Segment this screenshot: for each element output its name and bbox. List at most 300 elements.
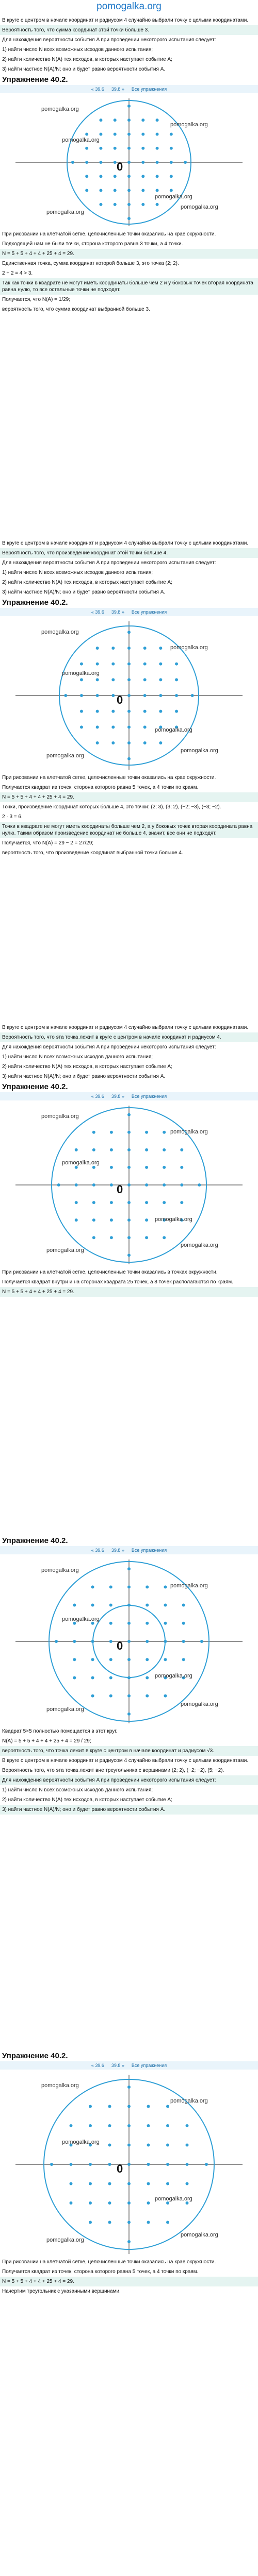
lattice-diagram <box>0 95 258 229</box>
lattice-point <box>89 2201 92 2205</box>
watermark: pomogalka.org <box>62 2139 100 2145</box>
lattice-point <box>99 189 102 192</box>
lattice-point <box>146 1604 149 1607</box>
lattice-point <box>163 1236 166 1239</box>
lattice-point <box>91 1694 94 1698</box>
lattice-point <box>127 678 131 681</box>
lattice-point <box>91 1676 94 1679</box>
lattice-point <box>114 132 117 135</box>
watermark: pomogalka.org <box>181 204 218 210</box>
lattice-point <box>164 1604 167 1607</box>
lattice-point <box>146 1585 149 1588</box>
paragraph: 3) найти частное N(A)/N; оно и будет равно вероятности события A. <box>2 66 166 72</box>
lattice-point <box>147 2201 150 2205</box>
lattice-point <box>89 2221 92 2224</box>
lattice-point <box>127 2240 131 2243</box>
lattice-point <box>57 1183 60 1187</box>
lattice-point <box>145 1218 148 1222</box>
lattice-point <box>147 2163 150 2166</box>
paragraph: Получается квадрат внутри и на сторонах квадрата 25 точек, а 8 точек располагаются по краям. <box>2 1279 233 1285</box>
lattice-point <box>127 694 131 697</box>
lattice-point <box>127 1236 131 1239</box>
exercise-block <box>0 15 258 314</box>
lattice-point <box>182 1622 185 1625</box>
exercise-nav <box>0 1546 258 1554</box>
lattice-point <box>156 175 159 178</box>
lattice-point <box>111 725 115 728</box>
lattice-point <box>80 710 83 713</box>
watermark: pomogalka.org <box>155 1216 192 1223</box>
all-exercises-link[interactable]: Все упражнения <box>131 1094 167 1099</box>
paragraph: Так как точки в квадрате не могут иметь координаты больше чем 2 и у боковых точек вторая координата равна нулю, то все остальные точки не подходят. <box>0 278 258 295</box>
exercise-nav <box>0 608 258 616</box>
lattice-point <box>70 2124 73 2127</box>
lattice-point <box>127 1131 131 1134</box>
exercise-title: Упражнение 40.2. <box>2 75 68 84</box>
lattice-point <box>127 710 131 713</box>
lattice-point <box>141 189 144 192</box>
paragraph: 1) найти число N всех возможных исходов данного испытания; <box>2 1787 153 1793</box>
origin-label: 0 <box>117 2162 123 2175</box>
lattice-point <box>109 1694 112 1698</box>
lattice-point <box>205 2163 208 2166</box>
lattice-point <box>141 118 144 122</box>
lattice-point <box>143 694 147 697</box>
watermark: pomogalka.org <box>170 2098 208 2104</box>
lattice-point <box>156 203 159 206</box>
lattice-point <box>127 647 131 650</box>
next-link[interactable]: 39.8 » <box>111 1094 124 1099</box>
lattice-point <box>156 147 159 150</box>
lattice-point <box>110 1148 113 1151</box>
lattice-point <box>141 203 144 206</box>
lattice-point <box>127 741 131 744</box>
all-exercises-link[interactable]: Все упражнения <box>131 1548 167 1553</box>
lattice-diagram <box>0 2072 258 2257</box>
lattice-point <box>99 203 102 206</box>
lattice-point <box>92 1148 95 1151</box>
exercise-block <box>0 1023 258 1297</box>
paragraph: 1) найти число N всех возможных исходов данного испытания; <box>2 570 153 575</box>
lattice-point <box>108 2144 111 2147</box>
lattice-point <box>127 2163 131 2166</box>
lattice-point <box>91 1658 94 1661</box>
lattice-point <box>156 161 159 164</box>
paragraph: При рисовании на клетчатой сетке, целочисленные точки оказались на крае окружности. <box>2 231 216 237</box>
lattice-point <box>170 161 173 164</box>
lattice-point <box>75 1218 78 1222</box>
lattice-point <box>92 1218 95 1222</box>
lattice-point <box>127 1694 131 1698</box>
paragraph: вероятность того, что точка лежит в круге с центром в начале координат и радиусом √3. <box>0 1746 258 1756</box>
lattice-point <box>186 2182 189 2185</box>
lattice-point <box>147 2105 150 2108</box>
paragraph: 2 · 3 = 6. <box>2 814 23 820</box>
lattice-point <box>127 725 131 728</box>
lattice-point <box>170 189 173 192</box>
lattice-point <box>127 1183 131 1187</box>
watermark: pomogalka.org <box>46 2237 84 2243</box>
paragraph: 1) найти число N всех возможных исходов данного испытания; <box>2 1054 153 1060</box>
paragraph: Получается, что N(A) = 1/29; <box>2 297 71 302</box>
lattice-point <box>92 1166 95 1169</box>
lattice-point <box>147 2124 150 2127</box>
lattice-point <box>146 1658 149 1661</box>
lattice-point <box>159 678 162 681</box>
lattice-point <box>108 2221 111 2224</box>
lattice-point <box>159 710 162 713</box>
lattice-point <box>127 189 131 192</box>
lattice-point <box>127 1640 131 1643</box>
paragraph: При рисовании на клетчатой сетке, целочисленные точки оказались на крае окружности. <box>2 775 216 781</box>
origin-label: 0 <box>117 693 123 706</box>
lattice-point <box>73 1658 76 1661</box>
lattice-point <box>96 663 99 666</box>
lattice-point <box>170 132 173 135</box>
next-link[interactable]: 39.8 » <box>111 87 124 92</box>
lattice-point <box>80 694 83 697</box>
lattice-point <box>186 2144 189 2147</box>
lattice-point <box>92 1131 95 1134</box>
lattice-point <box>110 1183 113 1187</box>
paragraph: Подходящей нам не были точки, сторона которого равна 3 точки, а 4 точки. <box>2 241 183 247</box>
watermark: pomogalka.org <box>170 1129 208 1135</box>
lattice-point <box>80 725 83 728</box>
origin-label: 0 <box>117 1639 123 1652</box>
lattice-point <box>127 1585 131 1588</box>
lattice-point <box>146 1676 149 1679</box>
lattice-point <box>182 1640 185 1643</box>
lattice-point <box>85 132 88 135</box>
lattice-point <box>108 2124 111 2127</box>
lattice-point <box>145 1166 148 1169</box>
lattice-point <box>184 161 187 164</box>
lattice-point <box>166 2182 169 2185</box>
lattice-point <box>166 2221 169 2224</box>
prev-link[interactable]: « 39.6 <box>91 1094 104 1099</box>
lattice-point <box>85 147 88 150</box>
paragraph: Для нахождения вероятности события A при проведении некоторого испытания следует: <box>0 1775 258 1785</box>
lattice-point <box>163 1166 166 1169</box>
lattice-point <box>127 2105 131 2108</box>
lattice-point <box>108 2201 111 2205</box>
lattice-point <box>147 2221 150 2224</box>
lattice-point <box>110 1131 113 1134</box>
paragraph: N = 5 + 5 + 4 + 4 + 25 + 4 = 29. <box>0 1287 258 1297</box>
next-link[interactable]: 39.8 » <box>111 2063 124 2068</box>
watermark: pomogalka.org <box>62 1160 100 1166</box>
lattice-point <box>96 647 99 650</box>
lattice-point <box>127 2182 131 2185</box>
lattice-point <box>96 725 99 728</box>
lattice-point <box>166 2105 169 2108</box>
lattice-point <box>96 741 99 744</box>
paragraph: Вероятность того, что сумма координат этой точки больше 3. <box>0 25 258 35</box>
exercise-block <box>0 538 258 858</box>
lattice-point <box>145 1131 148 1134</box>
prev-link[interactable]: « 39.6 <box>91 1548 104 1553</box>
lattice-point <box>127 2144 131 2147</box>
lattice-point <box>109 1622 112 1625</box>
lattice-point <box>73 1676 76 1679</box>
lattice-point <box>163 1201 166 1204</box>
lattice-point <box>111 741 115 744</box>
lattice-point <box>110 1201 113 1204</box>
lattice-point <box>127 118 131 122</box>
lattice-point <box>175 694 178 697</box>
lattice-point <box>114 147 117 150</box>
lattice-point <box>127 757 131 760</box>
lattice-point <box>170 175 173 178</box>
lattice-point <box>89 2105 92 2108</box>
lattice-point <box>75 1148 78 1151</box>
paragraph: Для нахождения вероятности события A при проведении некоторого испытания следует: <box>2 37 216 43</box>
lattice-point <box>198 1183 201 1187</box>
lattice-point <box>73 1604 76 1607</box>
lattice-point <box>127 2086 131 2089</box>
paragraph: В круге с центром в начале координат и радиусом 4 случайно выбрали точку с целыми координатами. <box>2 540 249 546</box>
lattice-point <box>89 2124 92 2127</box>
lattice-point <box>141 132 144 135</box>
paragraph: В круге с центром в начале координат и радиусом 4 случайно выбрали точку с целыми координатами. <box>2 18 249 23</box>
lattice-point <box>164 1640 167 1643</box>
lattice-point <box>111 678 115 681</box>
lattice-point <box>70 2182 73 2185</box>
paragraph: вероятность того, что произведение координат выбранной точки больше 4. <box>2 850 183 856</box>
lattice-point <box>182 1658 185 1661</box>
lattice-point <box>85 161 88 164</box>
lattice-point <box>145 1148 148 1151</box>
prev-link[interactable]: « 39.6 <box>91 87 104 92</box>
paragraph: вероятность того, что сумма координат выбранной больше 3. <box>2 307 150 312</box>
paragraph: N = 5 + 5 + 4 + 4 + 25 + 4 = 29. <box>0 249 258 259</box>
lattice-point <box>127 1676 131 1679</box>
exercise-title: Упражнение 40.2. <box>2 598 68 607</box>
lattice-point <box>127 1218 131 1222</box>
paragraph: N(A) = 5 + 5 + 4 + 4 + 25 + 4 = 29 / 29; <box>2 1738 91 1744</box>
lattice-point <box>200 1640 203 1643</box>
all-exercises-link[interactable]: Все упражнения <box>131 609 167 615</box>
paragraph: 1) найти число N всех возможных исходов данного испытания; <box>2 47 153 53</box>
lattice-point <box>163 1148 166 1151</box>
watermark: pomogalka.org <box>155 194 192 200</box>
exercise-nav <box>0 2061 258 2070</box>
paragraph: Единственная точка, сумма координат которой больше 3, это точка (2; 2). <box>2 261 179 266</box>
lattice-point <box>96 710 99 713</box>
lattice-point <box>127 1148 131 1151</box>
watermark: pomogalka.org <box>46 1247 84 1253</box>
paragraph: 3) найти частное N(A)/N; оно и будет равно вероятности события A. <box>0 1805 258 1815</box>
watermark: pomogalka.org <box>181 1242 218 1248</box>
lattice-point <box>159 694 162 697</box>
lattice-point <box>75 1166 78 1169</box>
lattice-point <box>180 1148 183 1151</box>
lattice-point <box>180 1201 183 1204</box>
lattice-diagram <box>0 1556 258 1726</box>
lattice-point <box>85 175 88 178</box>
lattice-point <box>164 1694 167 1698</box>
lattice-point <box>111 663 115 666</box>
lattice-point <box>71 161 74 164</box>
lattice-point <box>147 2182 150 2185</box>
exercise-nav <box>0 85 258 93</box>
watermark: pomogalka.org <box>41 629 79 635</box>
paragraph: Квадрат 5×5 полностью помещается в этот круг. <box>2 1728 118 1734</box>
paragraph: N = 5 + 5 + 4 + 4 + 25 + 4 = 29. <box>0 2277 258 2286</box>
lattice-point <box>143 663 147 666</box>
lattice-point <box>99 118 102 122</box>
lattice-point <box>108 2182 111 2185</box>
lattice-point <box>75 1183 78 1187</box>
lattice-point <box>70 2201 73 2205</box>
lattice-point <box>175 710 178 713</box>
origin-label: 0 <box>117 1183 123 1196</box>
paragraph: Для нахождения вероятности события A при проведении некоторого испытания следует: <box>2 560 216 566</box>
paragraph: При рисовании на клетчатой сетке, целочисленные точки оказались на крае окружности. <box>2 2259 216 2265</box>
watermark: pomogalka.org <box>62 1616 100 1622</box>
paragraph: Получается, что N(A) = 29 − 2 = 27/29; <box>2 840 94 846</box>
lattice-point <box>96 678 99 681</box>
lattice-point <box>91 1604 94 1607</box>
exercise-block <box>0 2050 258 2296</box>
lattice-point <box>175 663 178 666</box>
lattice-point <box>156 118 159 122</box>
lattice-point <box>164 1622 167 1625</box>
paragraph: Вероятность того, что произведение координат этой точки больше 4. <box>0 548 258 558</box>
lattice-point <box>127 147 131 150</box>
paragraph: N = 5 + 5 + 4 + 4 + 25 + 4 = 29. <box>0 792 258 802</box>
lattice-point <box>109 1585 112 1588</box>
lattice-point <box>191 694 194 697</box>
lattice-point <box>96 694 99 697</box>
lattice-point <box>164 1658 167 1661</box>
watermark: pomogalka.org <box>155 2196 192 2202</box>
lattice-point <box>80 663 83 666</box>
lattice-point <box>64 694 67 697</box>
watermark: pomogalka.org <box>41 2082 79 2089</box>
lattice-point <box>127 2201 131 2205</box>
paragraph: Вероятность того, что эта точка лежит вне треугольника с вершинами (2; 2), (−2; −2), (5; −2). <box>2 1768 224 1773</box>
watermark: pomogalka.org <box>46 209 84 215</box>
lattice-point <box>143 678 147 681</box>
lattice-point <box>114 203 117 206</box>
lattice-point <box>127 161 131 164</box>
lattice-point <box>145 1236 148 1239</box>
lattice-point <box>109 1640 112 1643</box>
watermark: pomogalka.org <box>41 1567 79 1573</box>
lattice-point <box>127 203 131 206</box>
prev-link[interactable]: « 39.6 <box>91 609 104 615</box>
watermark: pomogalka.org <box>155 727 192 733</box>
lattice-point <box>89 2182 92 2185</box>
lattice-point <box>91 1640 94 1643</box>
paragraph: Точки в квадрате не могут иметь координаты больше чем 2, а у боковых точек вторая координата равна нулю. Таким образом произведение координат не больше 4, значит, все они не подходят. <box>0 822 258 838</box>
lattice-point <box>166 2124 169 2127</box>
lattice-point <box>50 2163 53 2166</box>
all-exercises-link[interactable]: Все упражнения <box>131 87 167 92</box>
lattice-point <box>110 1236 113 1239</box>
watermark: pomogalka.org <box>181 1701 218 1707</box>
lattice-point <box>147 2144 150 2147</box>
lattice-point <box>186 2124 189 2127</box>
lattice-point <box>159 741 162 744</box>
exercise-title: Упражнение 40.2. <box>2 2052 68 2060</box>
paragraph: 2) найти количество N(A) тех исходов, в которых наступает событие A; <box>2 580 172 585</box>
lattice-point <box>175 678 178 681</box>
lattice-point <box>163 1131 166 1134</box>
all-exercises-link[interactable]: Все упражнения <box>131 2063 167 2068</box>
lattice-point <box>111 694 115 697</box>
paragraph: Получается квадрат из точек, сторона которого равна 5 точек, а 4 точки по краям. <box>2 2269 199 2275</box>
lattice-point <box>108 2163 111 2166</box>
watermark: pomogalka.org <box>170 645 208 651</box>
paragraph: Вероятность того, что эта точка лежит в круге с центром в начале координат и радиусом 4. <box>0 1032 258 1042</box>
lattice-point <box>109 1676 112 1679</box>
lattice-point <box>145 1183 148 1187</box>
watermark: pomogalka.org <box>46 753 84 759</box>
lattice-point <box>114 161 117 164</box>
prev-link[interactable]: « 39.6 <box>91 2063 104 2068</box>
lattice-point <box>92 1201 95 1204</box>
paragraph: 2 + 2 = 4 > 3. <box>2 270 33 276</box>
paragraph: В круге с центром в начале координат и радиусом 4 случайно выбрали точку с целыми координатами. <box>2 1758 249 1764</box>
lattice-point <box>99 161 102 164</box>
lattice-point <box>127 217 131 220</box>
lattice-point <box>127 2124 131 2127</box>
lattice-point <box>85 189 88 192</box>
lattice-point <box>127 1658 131 1661</box>
lattice-point <box>141 175 144 178</box>
lattice-point <box>127 631 131 634</box>
lattice-point <box>127 1113 131 1116</box>
lattice-point <box>127 105 131 108</box>
paragraph: В круге с центром в начале координат и радиусом 4 случайно выбрали точку с целыми координатами. <box>2 1025 249 1030</box>
paragraph: Начертим треугольник с указанными вершинами. <box>2 2289 121 2294</box>
exercise-block <box>0 1535 258 1815</box>
lattice-point <box>127 175 131 178</box>
lattice-point <box>89 2163 92 2166</box>
lattice-point <box>109 1604 112 1607</box>
lattice-point <box>141 161 144 164</box>
paragraph: При рисовании на клетчатой сетке, целочисленные точки оказались в точках окружности. <box>2 1269 218 1275</box>
lattice-point <box>110 1218 113 1222</box>
lattice-point <box>146 1622 149 1625</box>
lattice-point <box>143 741 147 744</box>
lattice-point <box>146 1640 149 1643</box>
lattice-point <box>166 2144 169 2147</box>
lattice-point <box>127 1713 131 1716</box>
paragraph: 3) найти частное N(A)/N; оно и будет равно вероятности события A. <box>2 1074 166 1079</box>
lattice-point <box>114 175 117 178</box>
lattice-point <box>143 647 147 650</box>
lattice-point <box>55 1640 58 1643</box>
site-logo[interactable]: pomogalka.org <box>96 1 162 12</box>
lattice-point <box>182 1604 185 1607</box>
lattice-point <box>70 2163 73 2166</box>
lattice-point <box>170 147 173 150</box>
watermark: pomogalka.org <box>41 106 79 112</box>
lattice-point <box>111 710 115 713</box>
lattice-point <box>127 1622 131 1625</box>
lattice-point <box>111 647 115 650</box>
lattice-point <box>75 1201 78 1204</box>
lattice-point <box>110 1166 113 1169</box>
next-link[interactable]: 39.8 » <box>111 1548 124 1553</box>
next-link[interactable]: 39.8 » <box>111 609 124 615</box>
lattice-point <box>166 2163 169 2166</box>
paragraph: Получается квадрат из точек, сторона которого равна 5 точек, а 4 точки по краям. <box>2 785 199 790</box>
lattice-point <box>180 1183 183 1187</box>
